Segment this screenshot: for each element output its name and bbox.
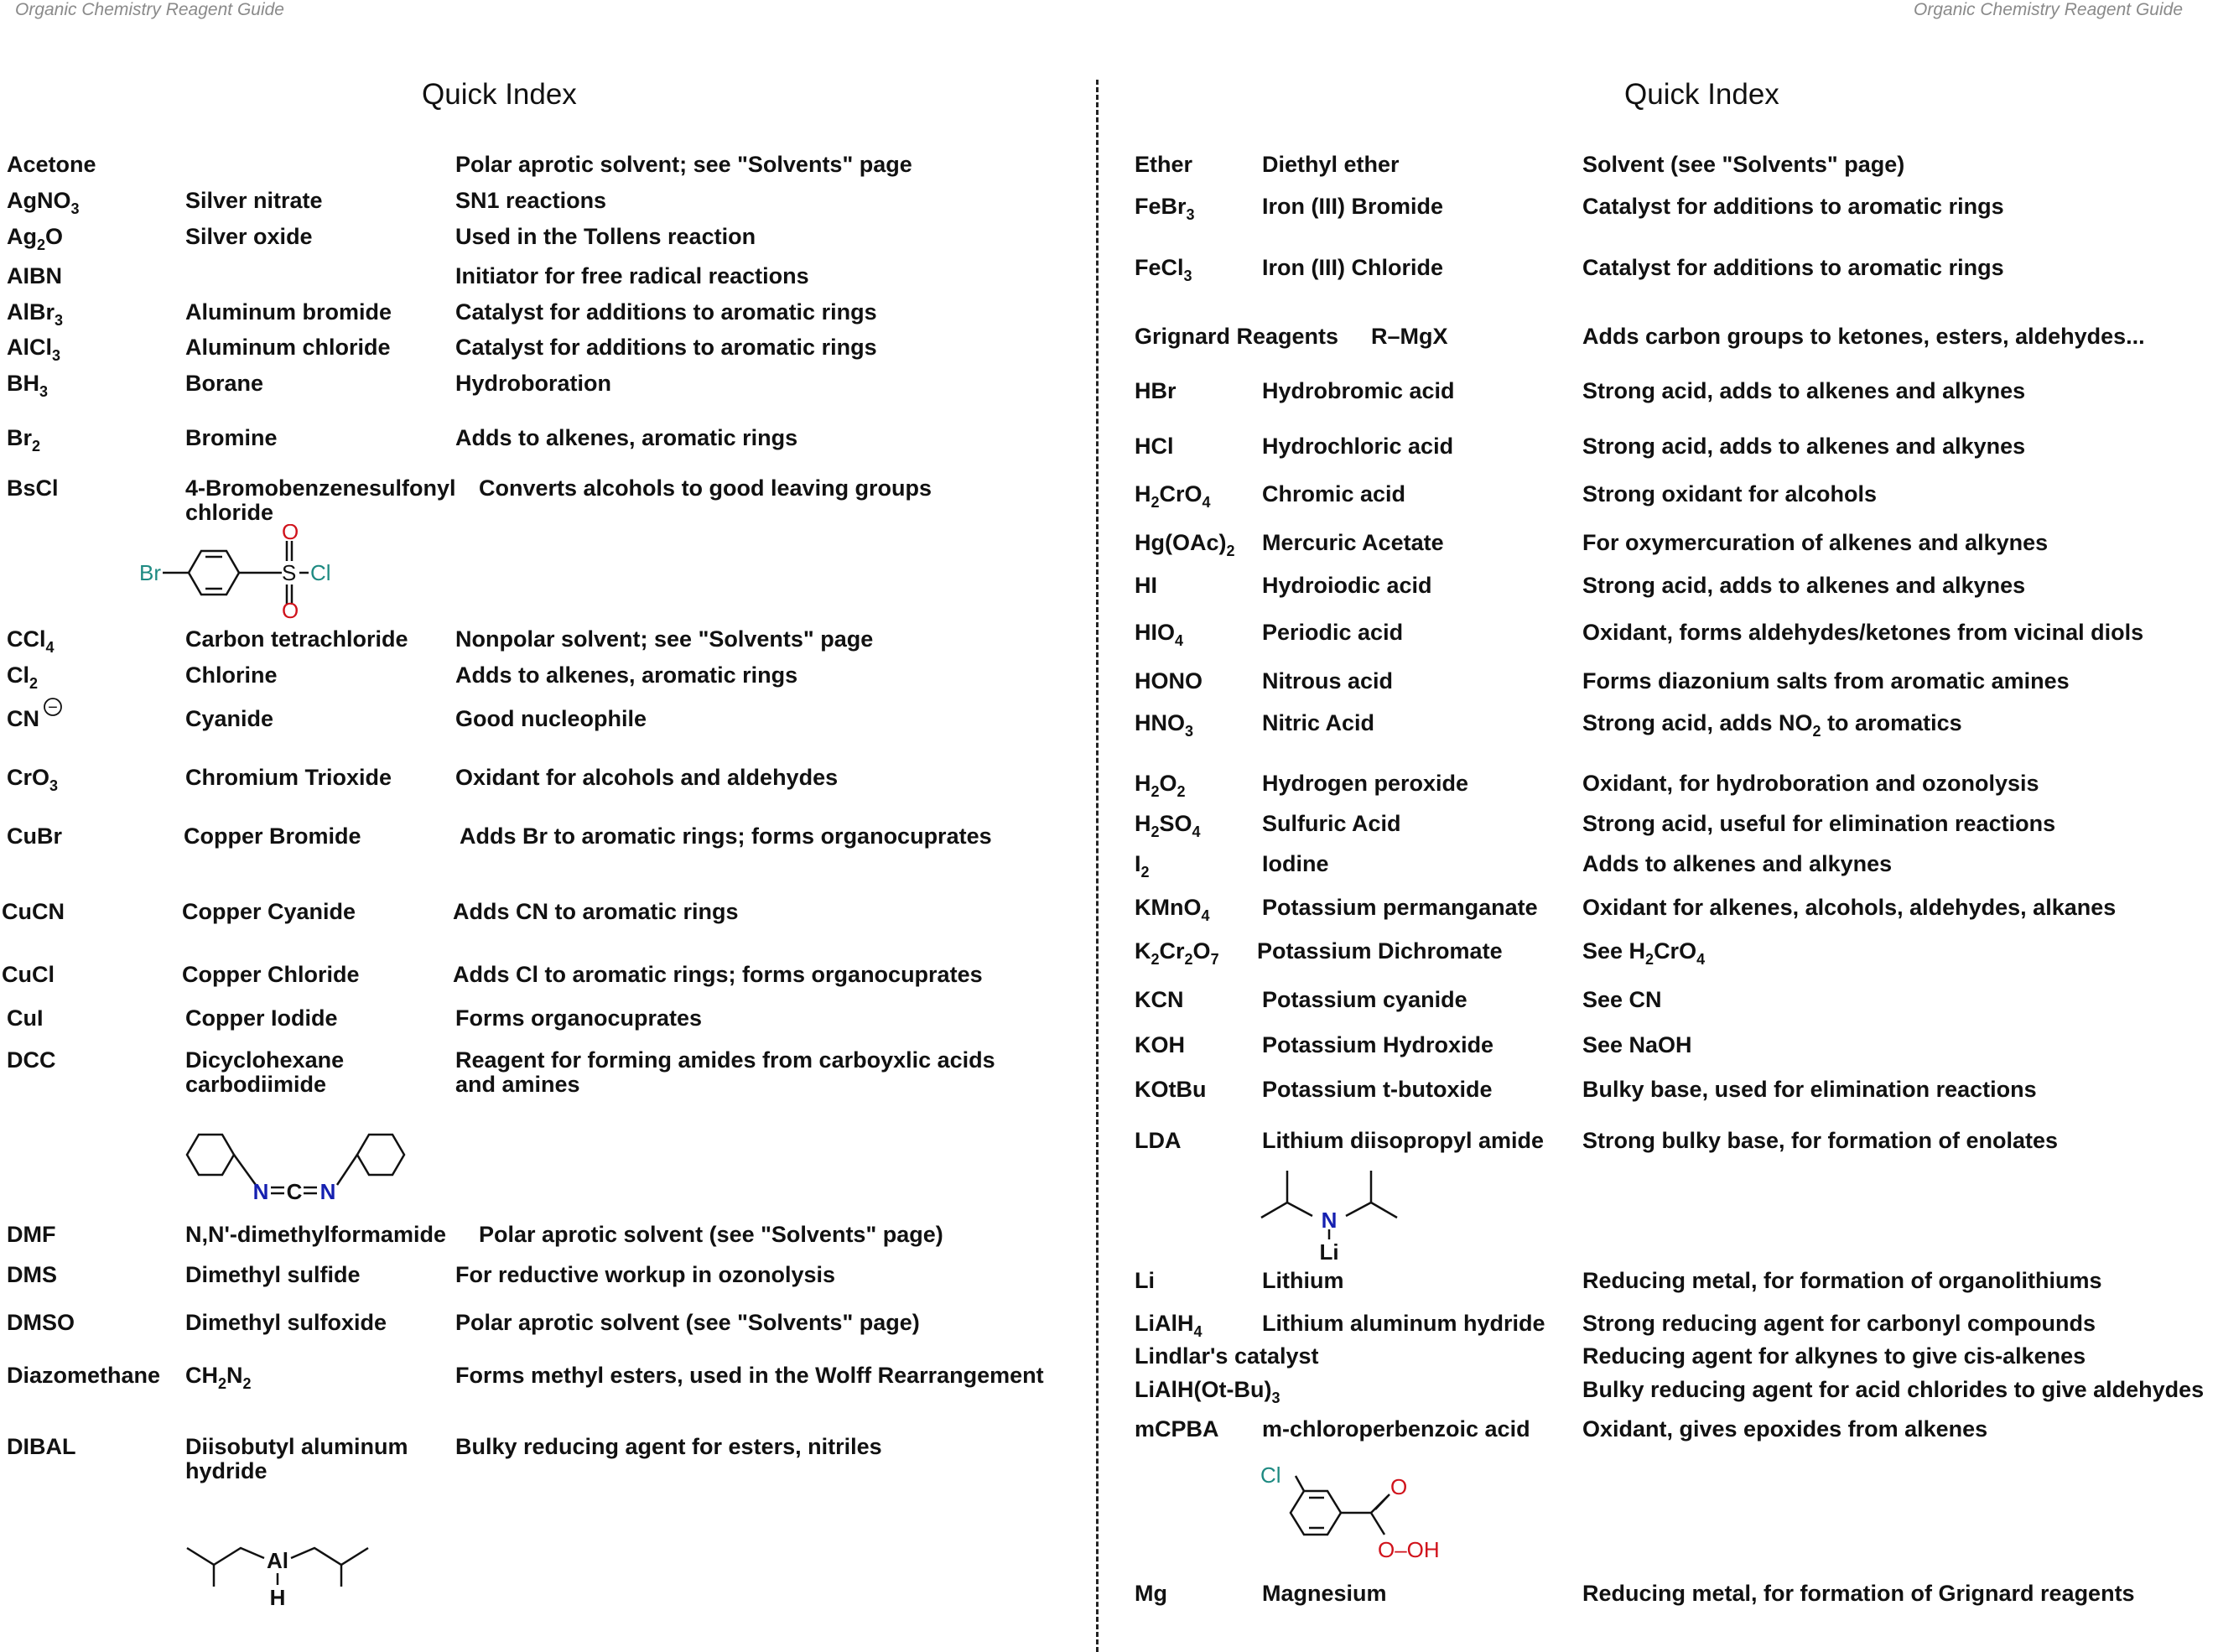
left-title: Quick Index [422, 78, 577, 111]
reagent-use: Adds CN to aromatic rings [453, 899, 739, 924]
reagent-use: Reducing metal, for formation of Grignard reagents [1582, 1581, 2135, 1606]
reagent-use: Adds to alkenes, aromatic rings [455, 662, 798, 688]
reagent-use: Reagent for forming amides from carboyxlic acids and amines [455, 1047, 995, 1097]
reagent-use: Reducing agent for alkynes to give cis-alkenes [1582, 1343, 2086, 1369]
reagent-use: Good nucleophile [455, 706, 647, 731]
reagent-name: Mercuric Acetate [1262, 530, 1444, 555]
reagent-use: Catalyst for additions to aromatic rings [1582, 194, 2004, 219]
reagent-formula: $HIO_4$ [1135, 620, 1184, 649]
reagent-name: Hydrogen peroxide [1262, 771, 1469, 796]
bscl-o-top-label: O [282, 524, 299, 544]
reagent-name: Borane [185, 371, 264, 396]
reagent-name: Dicyclohexane carbodiimide [185, 1047, 345, 1097]
cyanide-charge-icon [42, 696, 64, 718]
reagent-use: For oxymercuration of alkenes and alkynes [1582, 530, 2049, 555]
dcc-structure [180, 1111, 432, 1212]
reagent-name: Carbon tetrachloride [185, 626, 408, 652]
bscl-o-bottom-label: O [282, 598, 299, 621]
reagent-name: Copper Iodide [185, 1005, 338, 1031]
reagent-name: R–MgX [1371, 324, 1448, 349]
reagent-name: Dimethyl sulfide [185, 1262, 361, 1287]
reagent-use: Strong oxidant for alcohols [1582, 481, 1878, 507]
reagent-use: Adds to alkenes, aromatic rings [455, 425, 798, 450]
dibal-structure [180, 1535, 382, 1610]
reagent-formula: CuI [7, 1005, 44, 1031]
reagent-use: See CN [1582, 987, 1662, 1012]
reagent-use: Catalyst for additions to aromatic rings [1582, 255, 2004, 280]
dcc-n2-label: N [319, 1179, 336, 1204]
reagent-formula: HI [1135, 573, 1157, 598]
reagent-formula: Grignard Reagents [1135, 324, 1339, 349]
reagent-formula: CuCN [2, 899, 65, 924]
reagent-formula: CN [7, 706, 39, 731]
reagent-formula: DMS [7, 1262, 57, 1287]
reagent-use: Oxidant, for hydroboration and ozonolysis [1582, 771, 2039, 796]
column-divider [1096, 80, 1099, 1652]
lda-li-label: Li [1319, 1239, 1339, 1265]
reagent-use: Oxidant, forms aldehydes/ketones from vicinal diols [1582, 620, 2144, 645]
reagent-formula: KOtBu [1135, 1077, 1207, 1102]
dcc-n1-label: N [252, 1179, 269, 1204]
reagent-name: Iron (III) Chloride [1262, 255, 1443, 280]
reagent-formula: FeBr$_3$ [1135, 194, 1195, 223]
reagent-name: Iodine [1262, 851, 1329, 876]
reagent-name: Hydroiodic acid [1262, 573, 1432, 598]
mcpba-peroxide-label: O–OH [1378, 1537, 1440, 1562]
reagent-use: See $H_2CrO_4$ [1582, 938, 1706, 968]
reagent-use: Adds Cl to aromatic rings; forms organocuprates [453, 962, 983, 987]
reagent-formula: AgNO$_3$ [7, 188, 80, 217]
reagent-name: Chlorine [185, 662, 278, 688]
reagent-use: Used in the Tollens reaction [455, 224, 756, 249]
reagent-name: Diisobutyl aluminum hydride [185, 1434, 408, 1483]
reagent-name: Potassium Hydroxide [1262, 1032, 1494, 1057]
reagent-name: Copper Bromide [184, 823, 361, 849]
reagent-name: Cyanide [185, 706, 274, 731]
reagent-formula: LiAlH$_4$ [1135, 1311, 1202, 1340]
reagent-formula: $HNO_3$ [1135, 710, 1194, 740]
reagent-use: Adds to alkenes and alkynes [1582, 851, 1893, 876]
reagent-use: Polar aprotic solvent (see "Solvents" page) [479, 1222, 943, 1247]
reagent-formula: $Cl_2$ [7, 662, 39, 692]
reagent-formula: $BH_3$ [7, 371, 49, 400]
reagent-name: Copper Chloride [182, 962, 360, 987]
reagent-name: Potassium cyanide [1262, 987, 1467, 1012]
reagent-name: Hydrochloric acid [1262, 434, 1454, 459]
reagent-formula: $H_2O_2$ [1135, 771, 1186, 800]
reagent-use: Polar aprotic solvent; see "Solvents" page [455, 152, 912, 177]
reagent-formula: $Hg(OAc)_2$ [1135, 530, 1235, 559]
reagent-formula: Diazomethane [7, 1363, 161, 1388]
reagent-use: Adds carbon groups to ketones, esters, aldehydes... [1582, 324, 2145, 349]
reagent-use: Adds Br to aromatic rings; forms organocuprates [460, 823, 992, 849]
reagent-formula: FeCl$_3$ [1135, 255, 1192, 284]
reagent-formula: DMF [7, 1222, 56, 1247]
reagent-formula: $Br_2$ [7, 425, 41, 455]
reagent-formula: $H_2SO_4$ [1135, 811, 1201, 840]
dcc-c-label: C [286, 1179, 303, 1204]
reagent-name: Chromic acid [1262, 481, 1406, 507]
right-title: Quick Index [1624, 78, 1779, 111]
reagent-name: Periodic acid [1262, 620, 1404, 645]
svg-text:−: − [48, 699, 58, 717]
reagent-name: Lithium [1262, 1268, 1344, 1293]
reagent-name: Hydrobromic acid [1262, 378, 1455, 403]
reagent-name: Silver nitrate [185, 188, 323, 213]
reagent-name: Aluminum bromide [185, 299, 392, 325]
reagent-name: Sulfuric Acid [1262, 811, 1401, 836]
reagent-use: Bulky reducing agent for acid chlorides to give aldehydes [1582, 1377, 2205, 1402]
reagent-formula: $LiAlH(Ot-Bu)_3$ [1135, 1377, 1280, 1406]
reagent-formula: CrO$_3$ [7, 765, 59, 794]
reagent-use: Catalyst for additions to aromatic rings [455, 299, 877, 325]
reagent-name: Magnesium [1262, 1581, 1387, 1606]
reagent-use: Strong bulky base, for formation of enolates [1582, 1128, 2059, 1153]
reagent-formula: Mg [1135, 1581, 1167, 1606]
reagent-name: Lithium diisopropyl amide [1262, 1128, 1545, 1153]
reagent-formula: Li [1135, 1268, 1155, 1293]
reagent-formula: KCN [1135, 987, 1184, 1012]
reagent-use: Oxidant, gives epoxides from alkenes [1582, 1416, 1988, 1442]
reagent-name: Silver oxide [185, 224, 313, 249]
reagent-name: Nitrous acid [1262, 668, 1394, 694]
reagent-use: For reductive workup in ozonolysis [455, 1262, 836, 1287]
mcpba-structure [1254, 1459, 1522, 1568]
reagent-formula: KOH [1135, 1032, 1185, 1057]
reagent-formula: HONO [1135, 668, 1202, 694]
mcpba-o-double-label: O [1390, 1474, 1408, 1499]
reagent-name: Lithium aluminum hydride [1262, 1311, 1545, 1336]
reagent-use: Oxidant for alcohols and aldehydes [455, 765, 839, 790]
reagent-use: Forms methyl esters, used in the Wolff Rearrangement [455, 1363, 1044, 1388]
bscl-br-label: Br [139, 560, 161, 585]
reagent-name: Potassium permanganate [1262, 895, 1538, 920]
reagent-formula: mCPBA [1135, 1416, 1219, 1442]
reagent-use: See NaOH [1582, 1032, 1692, 1057]
reagent-name: Potassium t-butoxide [1262, 1077, 1493, 1102]
reagent-use: Initiator for free radical reactions [455, 263, 809, 288]
reagent-use: Strong reducing agent for carbonyl compounds [1582, 1311, 2096, 1336]
reagent-formula: BsCl [7, 475, 59, 501]
reagent-formula: DMSO [7, 1310, 75, 1335]
reagent-formula: $K_2Cr_2O_7$ [1135, 938, 1219, 968]
reagent-formula: AlCl$_3$ [7, 335, 61, 364]
dibal-h-label: H [269, 1585, 286, 1610]
reagent-formula: Acetone [7, 152, 96, 177]
reagent-name: $CH_2N_2$ [185, 1363, 252, 1392]
reagent-use: Strong acid, adds to alkenes and alkynes [1582, 434, 2026, 459]
reagent-use: Solvent (see "Solvents" page) [1582, 152, 1905, 177]
reagent-name: Iron (III) Bromide [1262, 194, 1443, 219]
header-left: Organic Chemistry Reagent Guide [15, 0, 284, 19]
reagent-formula: LDA [1135, 1128, 1182, 1153]
reagent-use: Reducing metal, for formation of organolithiums [1582, 1268, 2102, 1293]
reagent-name: Potassium Dichromate [1257, 938, 1503, 964]
reagent-use: Forms organocuprates [455, 1005, 703, 1031]
reagent-name: Diethyl ether [1262, 152, 1400, 177]
reagent-use: Converts alcohols to good leaving groups [479, 475, 932, 501]
reagent-formula: $H_2CrO_4$ [1135, 481, 1211, 511]
reagent-name: 4-Bromobenzenesulfonyl chloride [185, 475, 456, 525]
reagent-formula: DCC [7, 1047, 56, 1073]
bscl-structure [134, 524, 344, 621]
reagent-use: Oxidant for alkenes, alcohols, aldehydes, alkanes [1582, 895, 2117, 920]
reagent-formula: Ether [1135, 152, 1193, 177]
lda-n-label: N [1321, 1208, 1338, 1233]
reagent-use: Strong acid, useful for elimination reactions [1582, 811, 2056, 836]
reagent-name: Bromine [185, 425, 278, 450]
reagent-use: SN1 reactions [455, 188, 607, 213]
reagent-use: Polar aprotic solvent (see "Solvents" page) [455, 1310, 920, 1335]
reagent-formula: $Ag_2O$ [7, 224, 64, 253]
reagent-use: Catalyst for additions to aromatic rings [455, 335, 877, 360]
reagent-formula: CCl$_4$ [7, 626, 55, 656]
reagent-use: Bulky base, used for elimination reactions [1582, 1077, 2037, 1102]
header-right: Organic Chemistry Reagent Guide [1914, 0, 2183, 19]
reagent-use: Strong acid, adds $NO_2$ to aromatics [1582, 710, 1962, 740]
reagent-name: Chromium Trioxide [185, 765, 392, 790]
reagent-use: Nonpolar solvent; see "Solvents" page [455, 626, 874, 652]
reagent-name: m-chloroperbenzoic acid [1262, 1416, 1530, 1442]
reagent-formula: CuBr [7, 823, 62, 849]
reagent-formula: HBr [1135, 378, 1177, 403]
reagent-formula: HCl [1135, 434, 1174, 459]
reagent-formula: KMnO$_4$ [1135, 895, 1210, 924]
reagent-formula: CuCl [2, 962, 55, 987]
reagent-name: N,N'-dimethylformamide [185, 1222, 446, 1247]
bscl-cl-label: Cl [310, 560, 331, 585]
reagent-formula: AlBr$_3$ [7, 299, 64, 329]
reagent-use: Forms diazonium salts from aromatic amines [1582, 668, 2070, 694]
reagent-use: Hydroboration [455, 371, 611, 396]
reagent-name: Nitric Acid [1262, 710, 1375, 735]
lda-structure [1258, 1166, 1400, 1266]
mcpba-cl-label: Cl [1260, 1462, 1281, 1488]
reagent-use: Strong acid, adds to alkenes and alkynes [1582, 378, 2026, 403]
dibal-al-label: Al [267, 1548, 288, 1573]
reagent-use: Strong acid, adds to alkenes and alkynes [1582, 573, 2026, 598]
reagent-formula: $I_2$ [1135, 851, 1150, 881]
reagent-use: Bulky reducing agent for esters, nitriles [455, 1434, 882, 1459]
reagent-name: Dimethyl sulfoxide [185, 1310, 387, 1335]
bscl-s-label: S [282, 560, 297, 585]
reagent-name: Aluminum chloride [185, 335, 391, 360]
reagent-name: Copper Cyanide [182, 899, 356, 924]
reagent-formula: AIBN [7, 263, 62, 288]
reagent-formula: Lindlar's catalyst [1135, 1343, 1319, 1369]
reagent-formula: DIBAL [7, 1434, 76, 1459]
